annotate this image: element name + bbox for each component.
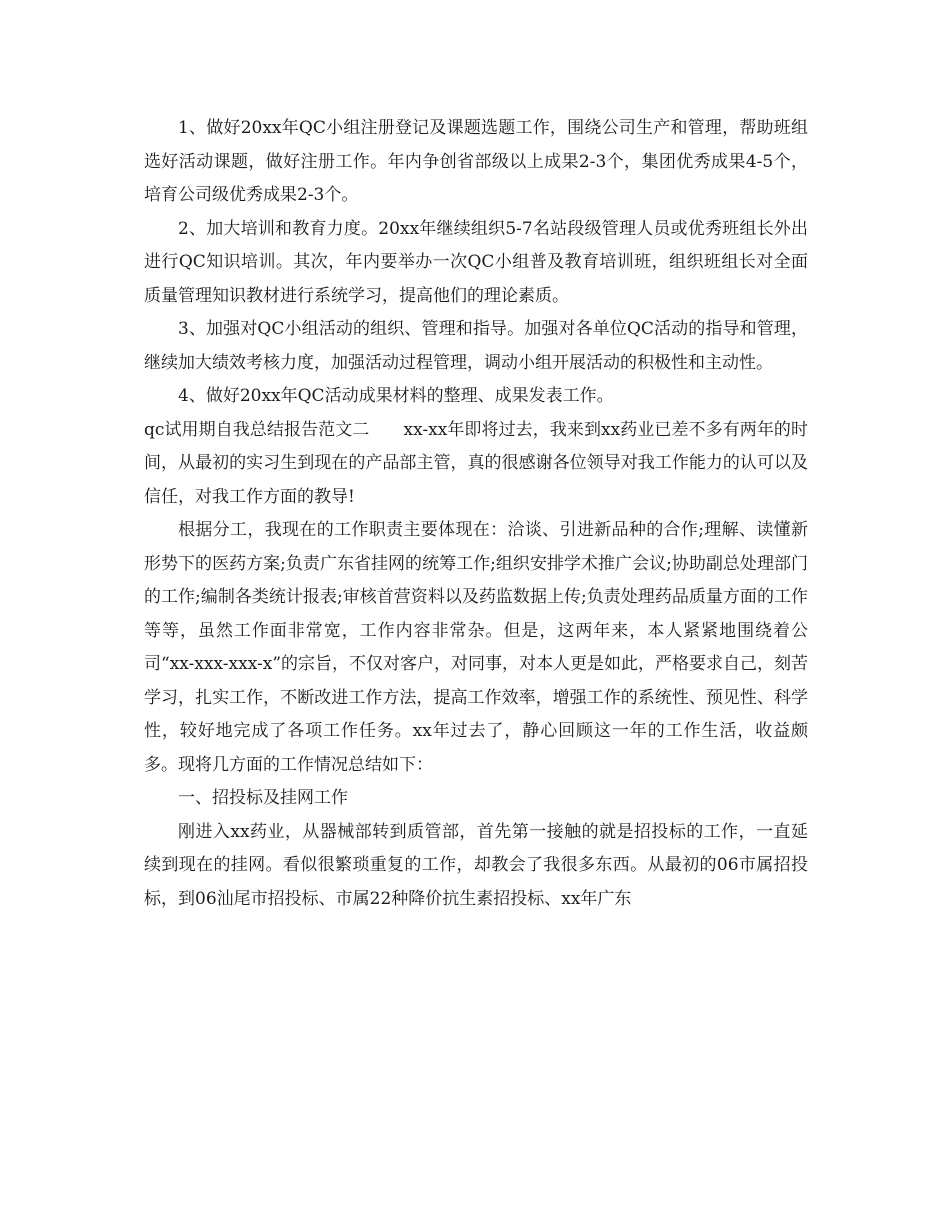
paragraph-qc-guidance: 3、加强对QC小组活动的组织、管理和指导。加强对各单位QC活动的指导和管理，继续加大绩效考核力度，加强活动过程管理，调动小组开展活动的积极性和主动性。 xyxy=(144,319,808,373)
paragraph-qc-results: 4、做好20xx年QC活动成果材料的整理、成果发表工作。 xyxy=(178,386,614,406)
section-heading-bidding: 一、招投标及挂网工作 xyxy=(178,788,348,808)
paragraph-bidding-work: 刚进入xx药业，从器械部转到质管部，首先第一接触的就是招投标的工作，一直延续到现在的挂网。看似很繁琐重复的工作，却教会了我很多东西。从最初的06市属招投标，到06汕尾市招投标、市属22种降价抗生素招投标、xx年广东 xyxy=(144,821,808,909)
paragraph-job-duties: 根据分工，我现在的工作职责主要体现在：洽谈、引进新品种的合作;理解、读懂新形势下的医药方案;负责广东省挂网的统筹工作;组织安排学术推广会议;协助副总处理部门的工作;编制各类统计报表;审核首营资料以及药监数据上传;负责处理药品质量方面的工作等等，虽然工作面非常宽，工作内容非常杂。但是，这两年来，本人紧紧地围绕着公司“xx-xxx-xxx-x”的宗旨，不仅对客户，对同事，对本人更是如此，严格要求自己，刻苦学习，扎实工作，不断改进工作方法，提高工作效率，增强工作的系统性、预见性、科学性，较好地完成了各项工作任务。xx年过去了，静心回顾这一年的工作生活，收益颇多。现将几方面的工作情况总结如下： xyxy=(144,520,809,775)
paragraph-report-intro: qc试用期自我总结报告范文二 xx-xx年即将过去，我来到xx药业已差不多有两年的时间，从最初的实习生到现在的产品部主管，真的很感谢各位领导对我工作能力的认可以及信任，对我工作方面的教导! xyxy=(144,419,808,507)
paragraph-qc-training: 2、加大培训和教育力度。20xx年继续组织5-7名站段级管理人员或优秀班组长外出进行QC知识培训。其次，年内要举办一次QC小组普及教育培训班，组织班组长对全面质量管理知识教材进行系统学习，提高他们的理论素质。 xyxy=(144,218,808,306)
document-page xyxy=(144,112,808,916)
paragraph-qc-registration: 1、做好20xx年QC小组注册登记及课题选题工作，围绕公司生产和管理，帮助班组选好活动课题，做好注册工作。年内争创省部级以上成果2-3个，集团优秀成果4-5个，培育公司级优秀成果2-3个。 xyxy=(144,118,808,205)
